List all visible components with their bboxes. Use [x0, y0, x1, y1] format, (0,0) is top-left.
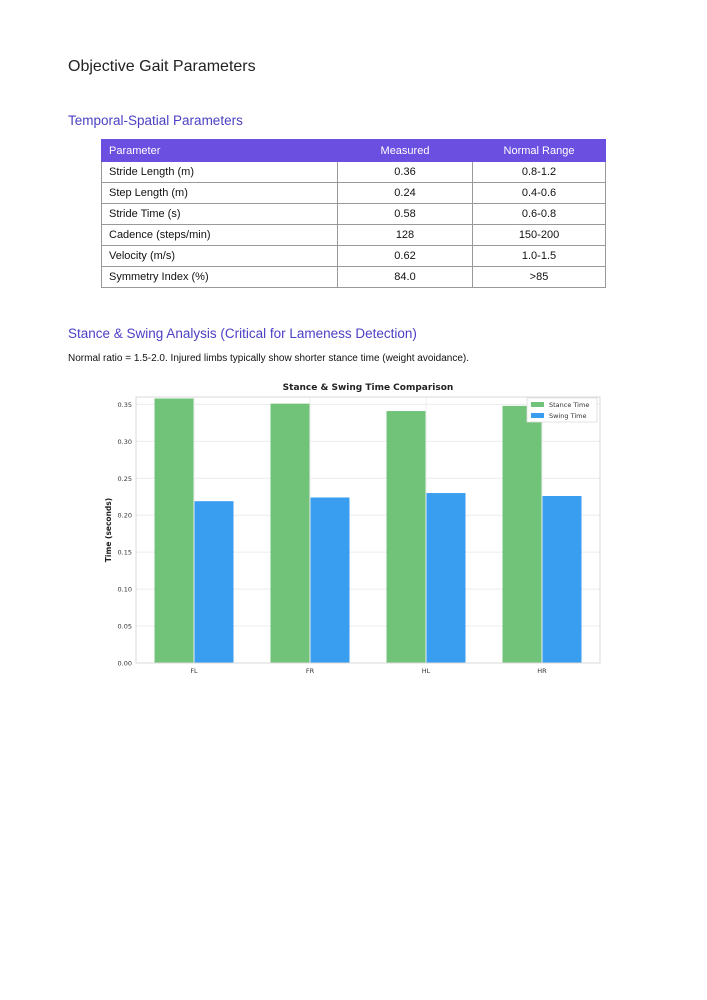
cell-parameter: Velocity (m/s) [102, 246, 338, 267]
cell-measured: 84.0 [338, 267, 473, 288]
cell-measured: 0.62 [338, 246, 473, 267]
table-row [102, 204, 606, 225]
y-axis-label: Time (seconds) [104, 497, 113, 563]
cell-parameter: Stride Length (m) [102, 162, 338, 183]
legend-label: Stance Time [549, 401, 590, 409]
stance-time-bar [271, 404, 310, 663]
cell-normal-range: 1.0-1.5 [473, 246, 606, 267]
x-tick-label: HL [421, 667, 431, 675]
x-tick-label: HR [537, 667, 547, 675]
swing-time-bar [543, 496, 582, 663]
y-tick-label: 0.35 [117, 400, 132, 409]
y-tick-label: 0.10 [117, 585, 132, 594]
normal-ratio-note: Normal ratio = 1.5-2.0. Injured limbs typically show shorter stance time (weight avoidance). [68, 353, 470, 364]
cell-measured: 0.36 [338, 162, 473, 183]
cell-measured: 0.24 [338, 183, 473, 204]
cell-normal-range: 0.4-0.6 [473, 183, 606, 204]
column-header-measured: Measured [338, 140, 473, 162]
section-heading-temporal-spatial: Temporal-Spatial Parameters [68, 113, 243, 128]
y-tick-label: 0.15 [117, 548, 132, 557]
cell-parameter: Symmetry Index (%) [102, 267, 338, 288]
column-header-normal-range: Normal Range [473, 140, 606, 162]
swing-time-bar [427, 493, 466, 663]
table-row [102, 162, 606, 183]
table-row [102, 183, 606, 204]
y-tick-label: 0.20 [117, 511, 132, 520]
legend-label: Swing Time [549, 412, 587, 420]
legend-swatch [531, 402, 544, 407]
y-tick-label: 0.30 [117, 437, 132, 446]
stance-swing-bar-chart [100, 376, 605, 681]
table-row [102, 225, 606, 246]
table-row [102, 246, 606, 267]
y-tick-label: 0.25 [117, 474, 132, 483]
page-title: Objective Gait Parameters [68, 58, 256, 75]
x-tick-label: FR [305, 667, 315, 675]
swing-time-bar [311, 497, 350, 663]
gait-parameters-table [101, 139, 606, 288]
x-tick-label: FL [190, 667, 198, 675]
y-tick-label: 0.00 [117, 659, 132, 668]
table-header-row [102, 140, 606, 162]
table-row [102, 267, 606, 288]
cell-normal-range: 0.8-1.2 [473, 162, 606, 183]
stance-time-bar [503, 406, 542, 663]
chart-title: Stance & Swing Time Comparison [282, 383, 454, 393]
swing-time-bar [195, 501, 234, 663]
cell-parameter: Step Length (m) [102, 183, 338, 204]
cell-measured: 0.58 [338, 204, 473, 225]
cell-normal-range: >85 [473, 267, 606, 288]
section-heading-stance-swing: Stance & Swing Analysis (Critical for Lameness Detection) [68, 326, 417, 341]
stance-time-bar [387, 411, 426, 663]
cell-parameter: Stride Time (s) [102, 204, 338, 225]
y-tick-label: 0.05 [117, 622, 132, 631]
stance-time-bar [155, 398, 194, 663]
column-header-parameter: Parameter [102, 140, 338, 162]
legend-swatch [531, 413, 544, 418]
cell-parameter: Cadence (steps/min) [102, 225, 338, 246]
cell-normal-range: 150-200 [473, 225, 606, 246]
cell-normal-range: 0.6-0.8 [473, 204, 606, 225]
cell-measured: 128 [338, 225, 473, 246]
